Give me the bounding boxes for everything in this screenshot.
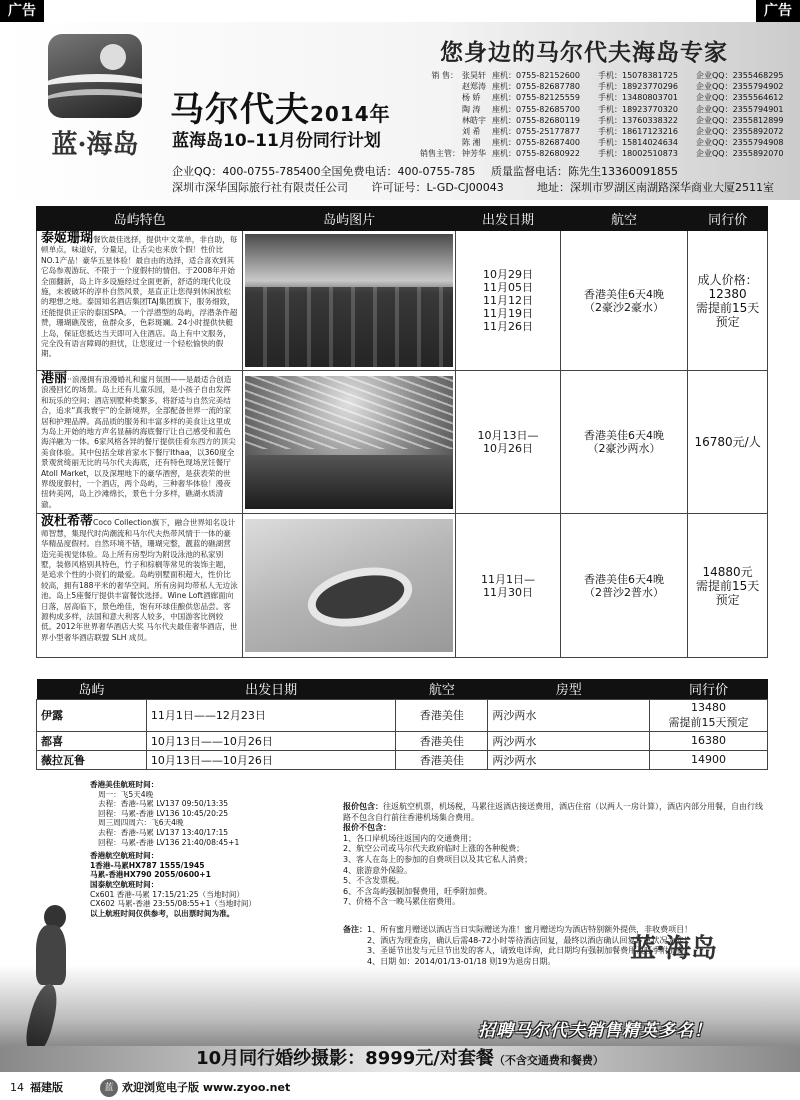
text-line: 10月29日 [482, 268, 533, 281]
info-row-1: 企业QQ：400-0755-785 400全国免费电话：400-0755-785 质量监督电话：陈先生13360091855 [172, 165, 678, 178]
contact-tel: 座机：0755-82685700 [492, 104, 580, 114]
contact-role [420, 137, 462, 148]
text-line: 1、所有蜜月赠送以酒店当日实际赠送为准！蜜月赠送均为酒店特别额外提供，非收费项目！ [367, 925, 693, 934]
contact-name: 张昊轩 [462, 71, 486, 80]
text-line: 4、日期 如：2014/01/13-01/18 则19为退房日期。 [367, 956, 556, 966]
contact-mob: 手机：15078381725 [598, 71, 678, 80]
island-desc: 港丽··浪漫拥有浪漫婚礼和蜜月氛围——是最适合创造浪漫回忆的场景。岛上还有儿童乐园，是小孩子自由发挥和玩乐的空间；酒店别墅种类繁多，将舒适与自然完美结合，追求“真我寰宇”的全新境界，全部配备世界一流的家居和护理品牌。高品质的服务和丰富多样的美食让这里成为岛上开始的地方声名显赫的海底餐厅让自己感受和蓝色海洋融为一体。6家风格各异的餐厅提供佳肴东西方的顶尖美食体验。其中包括全球首家水下餐厅Ithaa，以360度全景观赏绮丽无比的马尔代夫海底，还有特色现场烹饪餐厅Atoll Market，以及深埋地下的豪华酒窖，是获表荣的世界级度假村，一个酒店，两个岛屿，三种奢华体验！漫夜扭转美网，岛上沙滩绵长，景色十分多样，礁湖水质清澈。 [37, 371, 243, 514]
col-header-island: 岛屿 [37, 679, 147, 699]
text-line: 需提前15天 [695, 578, 760, 593]
island-desc: 波杜希蒂Coco Collection旗下，融合世界知名设计师智慧，集现代时尚潮流和马尔代夫热带风情于一体的豪华精品度假村。自然环境不错，珊瑚完整，靓蓝的礁湖营造完美视觉体验。岛上所有房型均为附设泳池的私家别墅，装修风格别具特色，竹子和棕榈等常见的装饰主题，是追求个性的小资们的最爱。岛屿别墅面积超大，性价比较高，拥有188平米的奢华空间。所有房间均带私人无边泳池。岛上5座餐厅提供丰富餐饮选择。Wine Loft酒廊面向日落，居高临下，景色绝佳，饱有环球佳酿供您品尝。客源构成多样，法国和意大利客人较多，中国游客比例较低。2012年世界奢华酒店大奖 马尔代夫最佳奢华酒店，世界小型奢华酒店联盟 SLH 成员。 [37, 514, 243, 658]
contact-list [420, 70, 790, 160]
col-header-feature: 岛屿特色 [37, 207, 243, 231]
contact-role [420, 126, 462, 137]
contact-mob: 手机：13480803701 [598, 93, 678, 103]
island-name: 薇拉瓦鲁 [37, 750, 147, 769]
contact-tel: 座机：0755-82125559 [492, 93, 580, 103]
text-line: 回程：马累-香港 LV136 10:45/20:25 [98, 808, 229, 818]
flight-lines [90, 790, 320, 848]
flight-lines [90, 861, 320, 880]
mermaid-illustration [10, 905, 90, 1055]
contact-mob: 手机：18923770320 [598, 104, 678, 114]
recruit-banner: 招聘马尔代夫销售精英多名！ [478, 1021, 712, 1041]
contact-name: 杨 娇 [462, 93, 481, 103]
contact-mob: 手机：18002510873 [598, 149, 678, 159]
price [650, 699, 768, 731]
contact-row [420, 92, 790, 103]
text-line: 5、不含发票税。 [343, 876, 405, 886]
airline-info [560, 514, 687, 658]
flight-schedule [90, 780, 320, 918]
price-info [688, 514, 768, 658]
logo-text: 蓝·海岛 [51, 130, 139, 160]
airline: 香港美佳 [396, 731, 488, 750]
contact-name: 陶 涛 [462, 104, 481, 114]
contact-qq: 企业QQ：2355794902 [696, 82, 784, 92]
logo [30, 32, 160, 167]
date-list [456, 231, 561, 371]
text-line: 3、客人在岛上的参加的自费项目以及其它私人消费； [343, 854, 533, 864]
airline: 香港美佳 [396, 750, 488, 769]
date-list [456, 514, 561, 658]
contact-qq: 企业QQ：2355892070 [696, 149, 784, 159]
text-line: 11月05日 [482, 281, 533, 294]
contact-qq: 企业QQ：2355564612 [696, 93, 784, 103]
text-line: 1、各口岸机场往返国内的交通费用； [343, 833, 477, 843]
island-name: 都喜 [37, 731, 147, 750]
col-header-airline: 航空 [396, 679, 488, 699]
room-table [36, 679, 768, 770]
footer-link-text[interactable]: 欢迎浏览电子版 www.zyoo.net [122, 1081, 291, 1094]
edition-label: 福建版 [30, 1081, 63, 1094]
flight-heading: 香港美佳航班时间： [90, 780, 159, 789]
table-row [37, 731, 768, 750]
text-line: 6、不含岛屿强制加餐费用，旺季附加费。 [343, 886, 493, 896]
text-line: （2豪沙两水） [587, 442, 661, 456]
contact-qq: 企业QQ：2355812899 [696, 115, 784, 125]
text-line: Cx601 香港-马累 17:15/21:25（当地时间） [90, 889, 245, 899]
contact-tel: 座机：0755-82687400 [492, 138, 580, 148]
text-line: CX602 马累-香港 23:55/08:55+1（当地时间） [90, 899, 257, 909]
contact-row [420, 81, 790, 92]
main-title: 马尔代夫2014年 [170, 90, 391, 130]
room-type: 两沙两水 [488, 699, 650, 731]
price-includes: 报价包含：往返航空机票，机场税，马累往返酒店接送费用，酒店住宿（以两人一房计算），酒店内部分用餐，自由行线路不包含自行前往香港机场集合费用。 报价不包含： 1、各口岸机场往返国内的交通费用； 2、航空公司或马尔代夫政府临时上涨的各种税费； 3、客人在岛上的参加的自费项目以及其它私人消费； 4、旅游意外保险。 5、不含发票税。 6、不含岛屿强制加餐费用，旺季附加费。 7、价格不含一晚马累住宿费用。 [343, 802, 763, 907]
text-line: 16780元/人 [694, 435, 761, 450]
notes: 备注： 1、所有蜜月赠送以酒店当日实际赠送为准！蜜月赠送均为酒店特别额外提供，非收费项目！ 2、酒店为现查房，确认后需48-72小时等待酒店回复，最终以酒店确认回复订单状况为准！ 3、圣诞节出发与元旦节出发的客人，请致电详询，此日期均有强制加餐费用及旺季附加费。 4、日期 如：2014/01/13-01/18 则19为退房日期。 [343, 925, 693, 966]
text-line: 11月26日 [482, 320, 533, 333]
brand-logo-text: 蓝·海岛 [630, 934, 718, 964]
contact-role: 销 售： [431, 71, 458, 80]
island-name: 伊露 [37, 699, 147, 731]
contact-role [420, 81, 462, 92]
contact-tel: 座机：0755-25177877 [492, 127, 580, 137]
text-line: 需提前15天 [695, 300, 760, 315]
underwater-restaurant-photo [245, 376, 453, 509]
col-header-airline: 航空 [560, 207, 687, 231]
text-line: 去程：香港-马累 LV137 09:50/13:35 [98, 799, 229, 809]
table-row [37, 371, 768, 514]
footer [0, 1076, 800, 1100]
contact-role [420, 115, 462, 126]
col-header-price: 同行价 [650, 679, 768, 699]
contact-tel: 座机：0755-82680922 [492, 149, 580, 159]
text-line: 2、航空公司或马尔代夫政府临时上涨的各种税费； [343, 844, 525, 854]
text-line: 14880元 [702, 564, 753, 579]
text-line: 10月13日— [477, 429, 539, 443]
room-type: 两沙两水 [488, 750, 650, 769]
footer-logo-icon: 蓝 [100, 1079, 118, 1097]
text-line: 11月19日 [482, 307, 533, 320]
restaurant-photo [245, 234, 453, 367]
text-line: 预定 [715, 592, 740, 607]
logo-wave-icon [48, 34, 142, 118]
contact-row [420, 115, 790, 126]
contact-qq: 企业QQ：2355794901 [696, 104, 784, 114]
table-row [37, 750, 768, 769]
ad-label-right: 广告 [756, 0, 800, 22]
contact-qq: 企业QQ：2355468295 [696, 71, 784, 80]
contact-tel: 座机：0755-82680119 [492, 115, 580, 125]
contact-role [420, 104, 462, 115]
text-line: 周三周四周六：飞6天4晚 [98, 818, 184, 828]
text-line: 1香港-马累HX787 1555/1945 [90, 860, 205, 870]
contact-name: 林皓宇 [462, 115, 486, 125]
text-line: 11月12日 [482, 294, 533, 307]
airline-info [560, 231, 687, 371]
date-range: 10月13日——10月26日 [146, 731, 396, 750]
flight-lines [90, 890, 320, 909]
text-line: 香港美佳6天4晚 [583, 572, 664, 586]
contact-qq: 企业QQ：2355794908 [696, 138, 784, 148]
contact-role [420, 92, 462, 103]
table-row [37, 699, 768, 731]
wedding-promo: 10月同行婚纱摄影：8999元/对套餐（不含交通费和餐费） [0, 1046, 800, 1072]
airline: 香港美佳 [396, 699, 488, 731]
page-number: 14 [10, 1081, 24, 1094]
header [0, 22, 800, 200]
flight-disclaimer: 以上航班时间仅供参考，以出票时间为准。 [90, 908, 235, 918]
excludes-heading: 报价不包含： [343, 823, 391, 833]
contact-mob: 手机：13760338322 [598, 115, 678, 125]
contact-mob: 手机：15814024634 [598, 138, 678, 148]
water-background [0, 965, 800, 1055]
text-line: 12380 [708, 286, 747, 301]
text-line: 需提前15天预定 [668, 715, 749, 729]
price-info [688, 231, 768, 371]
text-line: 16380 [691, 734, 727, 747]
contact-tel: 座机：0755-82152600 [492, 71, 580, 80]
ad-label-left: 广告 [0, 0, 44, 22]
contact-name: 刘 希 [462, 127, 481, 137]
table-row [37, 231, 768, 371]
text-line: 2、酒店为现查房，确认后需48-72小时等待酒店回复，最终以酒店确认回复订单状况为准！ [367, 935, 692, 945]
island-photo [243, 231, 456, 371]
room-type: 两沙两水 [488, 731, 650, 750]
flight-heading: 国泰航空航班时间： [90, 879, 159, 889]
price [650, 750, 768, 769]
flight-heading: 香港航空航班时间： [90, 851, 159, 861]
text-line: 14900 [691, 753, 727, 766]
text-line: （2豪沙2豪水） [583, 300, 664, 314]
contact-role: 销售主管： [420, 149, 460, 159]
excludes-list [343, 834, 763, 908]
text-line: 7、价格不含一晚马累住宿费用。 [343, 897, 461, 907]
island-photo [243, 371, 456, 514]
contact-qq: 企业QQ：2355892072 [696, 127, 784, 137]
contact-name: 陈 湘 [462, 138, 481, 148]
text-line: 11月1日— [480, 572, 535, 586]
contact-row [420, 70, 790, 81]
date-list [456, 371, 561, 514]
contact-tel: 座机：0755-82687780 [492, 82, 580, 92]
info-row-2: 深圳市深华国际旅行社有限责任公司 许可证号：L-GD-CJ00043 地址：深圳市罗湖区南湖路深华商业大厦2511室 [172, 181, 774, 194]
contact-row [420, 104, 790, 115]
text-line: 去程：香港-马累 LV137 13:40/17:15 [98, 827, 229, 837]
date-range: 11月1日——12月23日 [146, 699, 396, 731]
text-line: 成人价格： [697, 272, 758, 287]
airline-info [560, 371, 687, 514]
table-row [37, 514, 768, 658]
col-header-date: 出发日期 [146, 679, 396, 699]
contact-mob: 手机：18617123216 [598, 127, 678, 137]
col-header-photo: 岛屿图片 [243, 207, 456, 231]
text-line: 周一：飞5天4晚 [98, 789, 154, 799]
text-line: 10月26日 [482, 442, 533, 456]
text-line: 马累-香港HX790 2055/0600+1 [90, 870, 211, 880]
text-line: 4、旅游意外保险。 [343, 865, 413, 875]
island-desc: 泰姬珊瑚餐饮最佳选择，提供中文菜单，非自助，每顿单点，味道好，分量足，让舌尖也来放个假！性价比NO.1产品！豪华五星体验！最自由的选择，适合喜欢到其它岛参观游玩、不限于一个度假村的情侣。于2008年开始全面翻新，岛上许多设施经过全面更新，舒适的现代化设施，未被破坏的淳朴自然风景，是直正让您得到休闲放松的理想之地。泰国知名酒店集团TAJ集团旗下，服务细致，还能提供正宗的泰国SPA。一个浮潜型的岛屿，浮潜条件超赞，珊瑚礁茂密，鱼群众多，色彩斑斓。24小时提供快艇上岛，保证您抵达当天即可入住酒店。岛上有中文服务，完全没有语言障碍的担忧，让您度过一个轻松愉快的假期。 [37, 231, 243, 371]
col-header-room: 房型 [488, 679, 650, 699]
text-line: 11月30日 [482, 585, 533, 599]
text-line: 回程：马累-香港 LV136 21:40/08:45+1 [98, 837, 240, 847]
date-range: 10月13日——10月26日 [146, 750, 396, 769]
sub-title: 蓝海岛10–11月份同行计划 [172, 131, 381, 151]
price-info [688, 371, 768, 514]
text-line: 3、圣诞节出发与元旦节出发的客人，请致电详询，此日期均有强制加餐费用及旺季附加费。 [367, 946, 693, 956]
contact-row [420, 137, 790, 148]
contact-name: 钟芳华 [462, 149, 486, 159]
contact-row [420, 148, 790, 159]
island-table [36, 206, 768, 658]
col-header-date: 出发日期 [456, 207, 561, 231]
text-line: 预定 [715, 314, 740, 329]
contact-name: 赵郑涛 [462, 82, 486, 92]
contact-row [420, 126, 790, 137]
aerial-island-photo [245, 519, 453, 652]
text-line: （2普沙2普水） [583, 585, 664, 599]
col-header-price: 同行价 [688, 207, 768, 231]
price [650, 731, 768, 750]
text-line: 13480 [691, 700, 727, 714]
island-photo [243, 514, 456, 658]
text-line: 香港美佳6天4晚 [583, 287, 664, 301]
contact-mob: 手机：18923770296 [598, 82, 678, 92]
text-line: 香港美佳6天4晚 [583, 429, 664, 443]
slogan: 您身边的马尔代夫海岛专家 [440, 40, 728, 66]
